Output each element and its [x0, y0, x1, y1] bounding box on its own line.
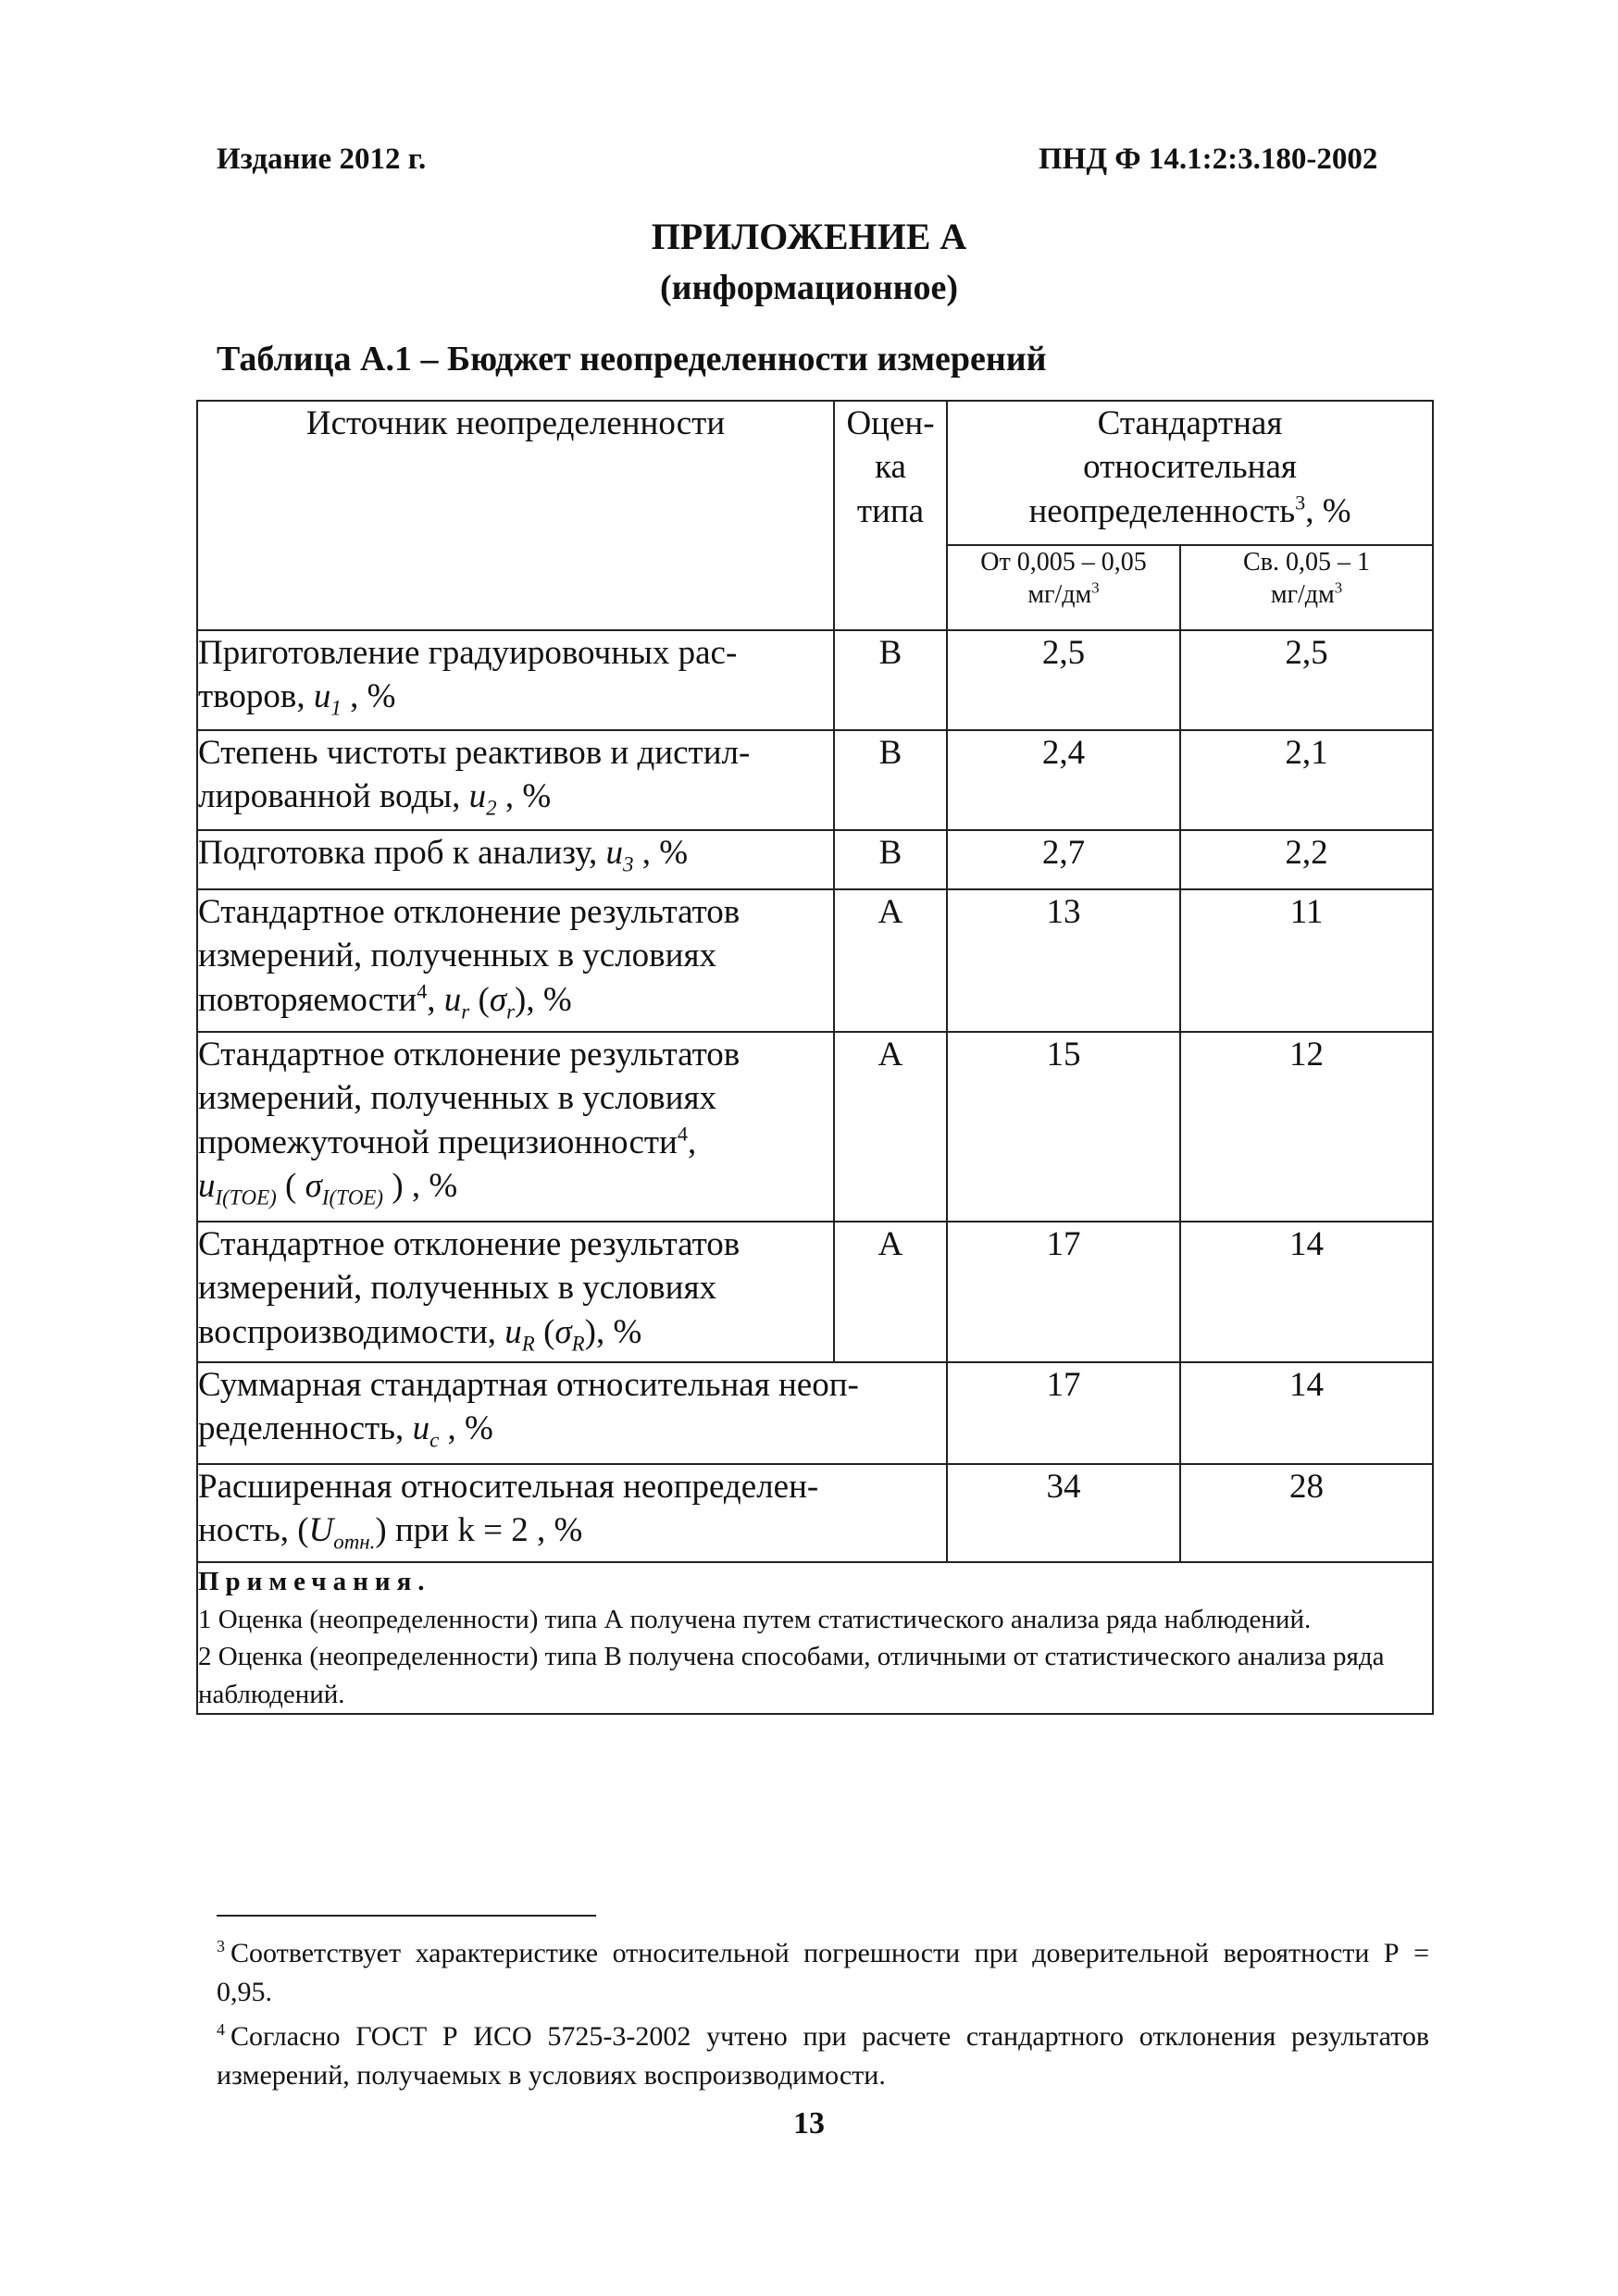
- row-source: Стандартное отклонение результатов измерений, полученных в условиях воспроизводимости, $u_R$ $(\sigma_R)$, %: [197, 1222, 834, 1362]
- table-row: [197, 630, 1433, 730]
- row-type: А: [834, 889, 947, 1032]
- row-type: А: [834, 1032, 947, 1222]
- row-value-2: 2,2: [1180, 830, 1433, 889]
- table-row: [197, 1032, 1433, 1222]
- header-standard-uncertainty: Стандартная относительная неопределенность$^3$, %: [947, 401, 1433, 545]
- table-notes: [197, 1562, 1433, 1714]
- table-row: [197, 830, 1433, 889]
- header-range-2: Св. 0,05 – 1 $мг/дм^3$: [1180, 545, 1433, 630]
- row-source: Приготовление градуировочных рас- творов, $u_1$ , %: [197, 630, 834, 730]
- note-2: 2 Оценка (неопределенности) типа В получена способами, отличными от статистического анализа ряда наблюдений.: [198, 1642, 1385, 1709]
- table-row: [197, 889, 1433, 1032]
- header-type: Оцен- ка типа: [834, 401, 947, 630]
- row-source: Суммарная стандартная относительная неоп- ределенность, $u_c$ , %: [197, 1362, 947, 1464]
- row-value-1: 15: [947, 1032, 1180, 1222]
- row-value-2: 14: [1180, 1362, 1433, 1464]
- row-source: Стандартное отклонение результатов измерений, полученных в условиях повторяемости$^4$, $u_r$ $(\sigma_r)$, %: [197, 889, 834, 1032]
- row-value-2: 11: [1180, 889, 1433, 1032]
- row-value-1: 2,7: [947, 830, 1180, 889]
- footnote-3: $^3$ Соответствует характеристике относительной погрешности при доверительной вероятности Р = 0,95.: [217, 1937, 1429, 2007]
- row-type: В: [834, 730, 947, 830]
- row-value-1: 13: [947, 889, 1180, 1032]
- appendix-subtitle: (информационное): [659, 268, 959, 307]
- document-code: ПНД Ф 14.1:2:3.180-2002: [1039, 143, 1378, 176]
- row-value-2: 12: [1180, 1032, 1433, 1222]
- uncertainty-budget-table: [196, 400, 1434, 1715]
- row-value-1: 17: [947, 1362, 1180, 1464]
- footnote-rule: [217, 1915, 596, 1917]
- notes-row: [197, 1562, 1433, 1714]
- header-range-1: От 0,005 – 0,05 $мг/дм^3$: [947, 545, 1180, 630]
- row-source: Стандартное отклонение результатов измерений, полученных в условиях промежуточной прецизионности$^4$, $u_{I(ТОЕ)}$ ( $\sigma_{I(ТОЕ)}$ ) , %: [197, 1032, 834, 1222]
- header-source: Источник неопределенности: [197, 401, 834, 630]
- table-row: [197, 730, 1433, 830]
- table-row: [197, 1362, 1433, 1464]
- row-value-1: 17: [947, 1222, 1180, 1362]
- appendix-title: ПРИЛОЖЕНИЕ А: [651, 216, 967, 257]
- row-value-2: 14: [1180, 1222, 1433, 1362]
- page-number: 13: [793, 2106, 825, 2141]
- row-value-1: 2,4: [947, 730, 1180, 830]
- row-value-1: 34: [947, 1464, 1180, 1562]
- row-value-2: 2,1: [1180, 730, 1433, 830]
- edition-label: Издание 2012 г.: [217, 143, 427, 176]
- footnote-4: $^4$ Согласно ГОСТ Р ИСО 5725-3-2002 учтено при расчете стандартного отклонения результатов измерений, получаемых в условиях воспроизводимости.: [217, 2020, 1429, 2091]
- row-value-2: 28: [1180, 1464, 1433, 1562]
- notes-title: Примечания.: [198, 1567, 431, 1596]
- table-row: [197, 1222, 1433, 1362]
- row-type: В: [834, 630, 947, 730]
- row-source: Степень чистоты реактивов и дистил- лированной воды, $u_2$ , %: [197, 730, 834, 830]
- table-caption: Таблица А.1 – Бюджет неопределенности измерений: [217, 340, 1047, 379]
- row-source: Подготовка проб к анализу, $u_3$ , %: [197, 830, 834, 889]
- row-value-1: 2,5: [947, 630, 1180, 730]
- row-source: Расширенная относительная неопределен- ность, $(U_{отн.})$ при k = 2 , %: [197, 1464, 947, 1562]
- row-type: В: [834, 830, 947, 889]
- row-type: А: [834, 1222, 947, 1362]
- row-value-2: 2,5: [1180, 630, 1433, 730]
- table-row: [197, 1464, 1433, 1562]
- note-1: 1 Оценка (неопределенности) типа А получена путем статистического анализа ряда наблюдений.: [198, 1604, 1312, 1634]
- footnotes: [217, 1934, 1429, 2101]
